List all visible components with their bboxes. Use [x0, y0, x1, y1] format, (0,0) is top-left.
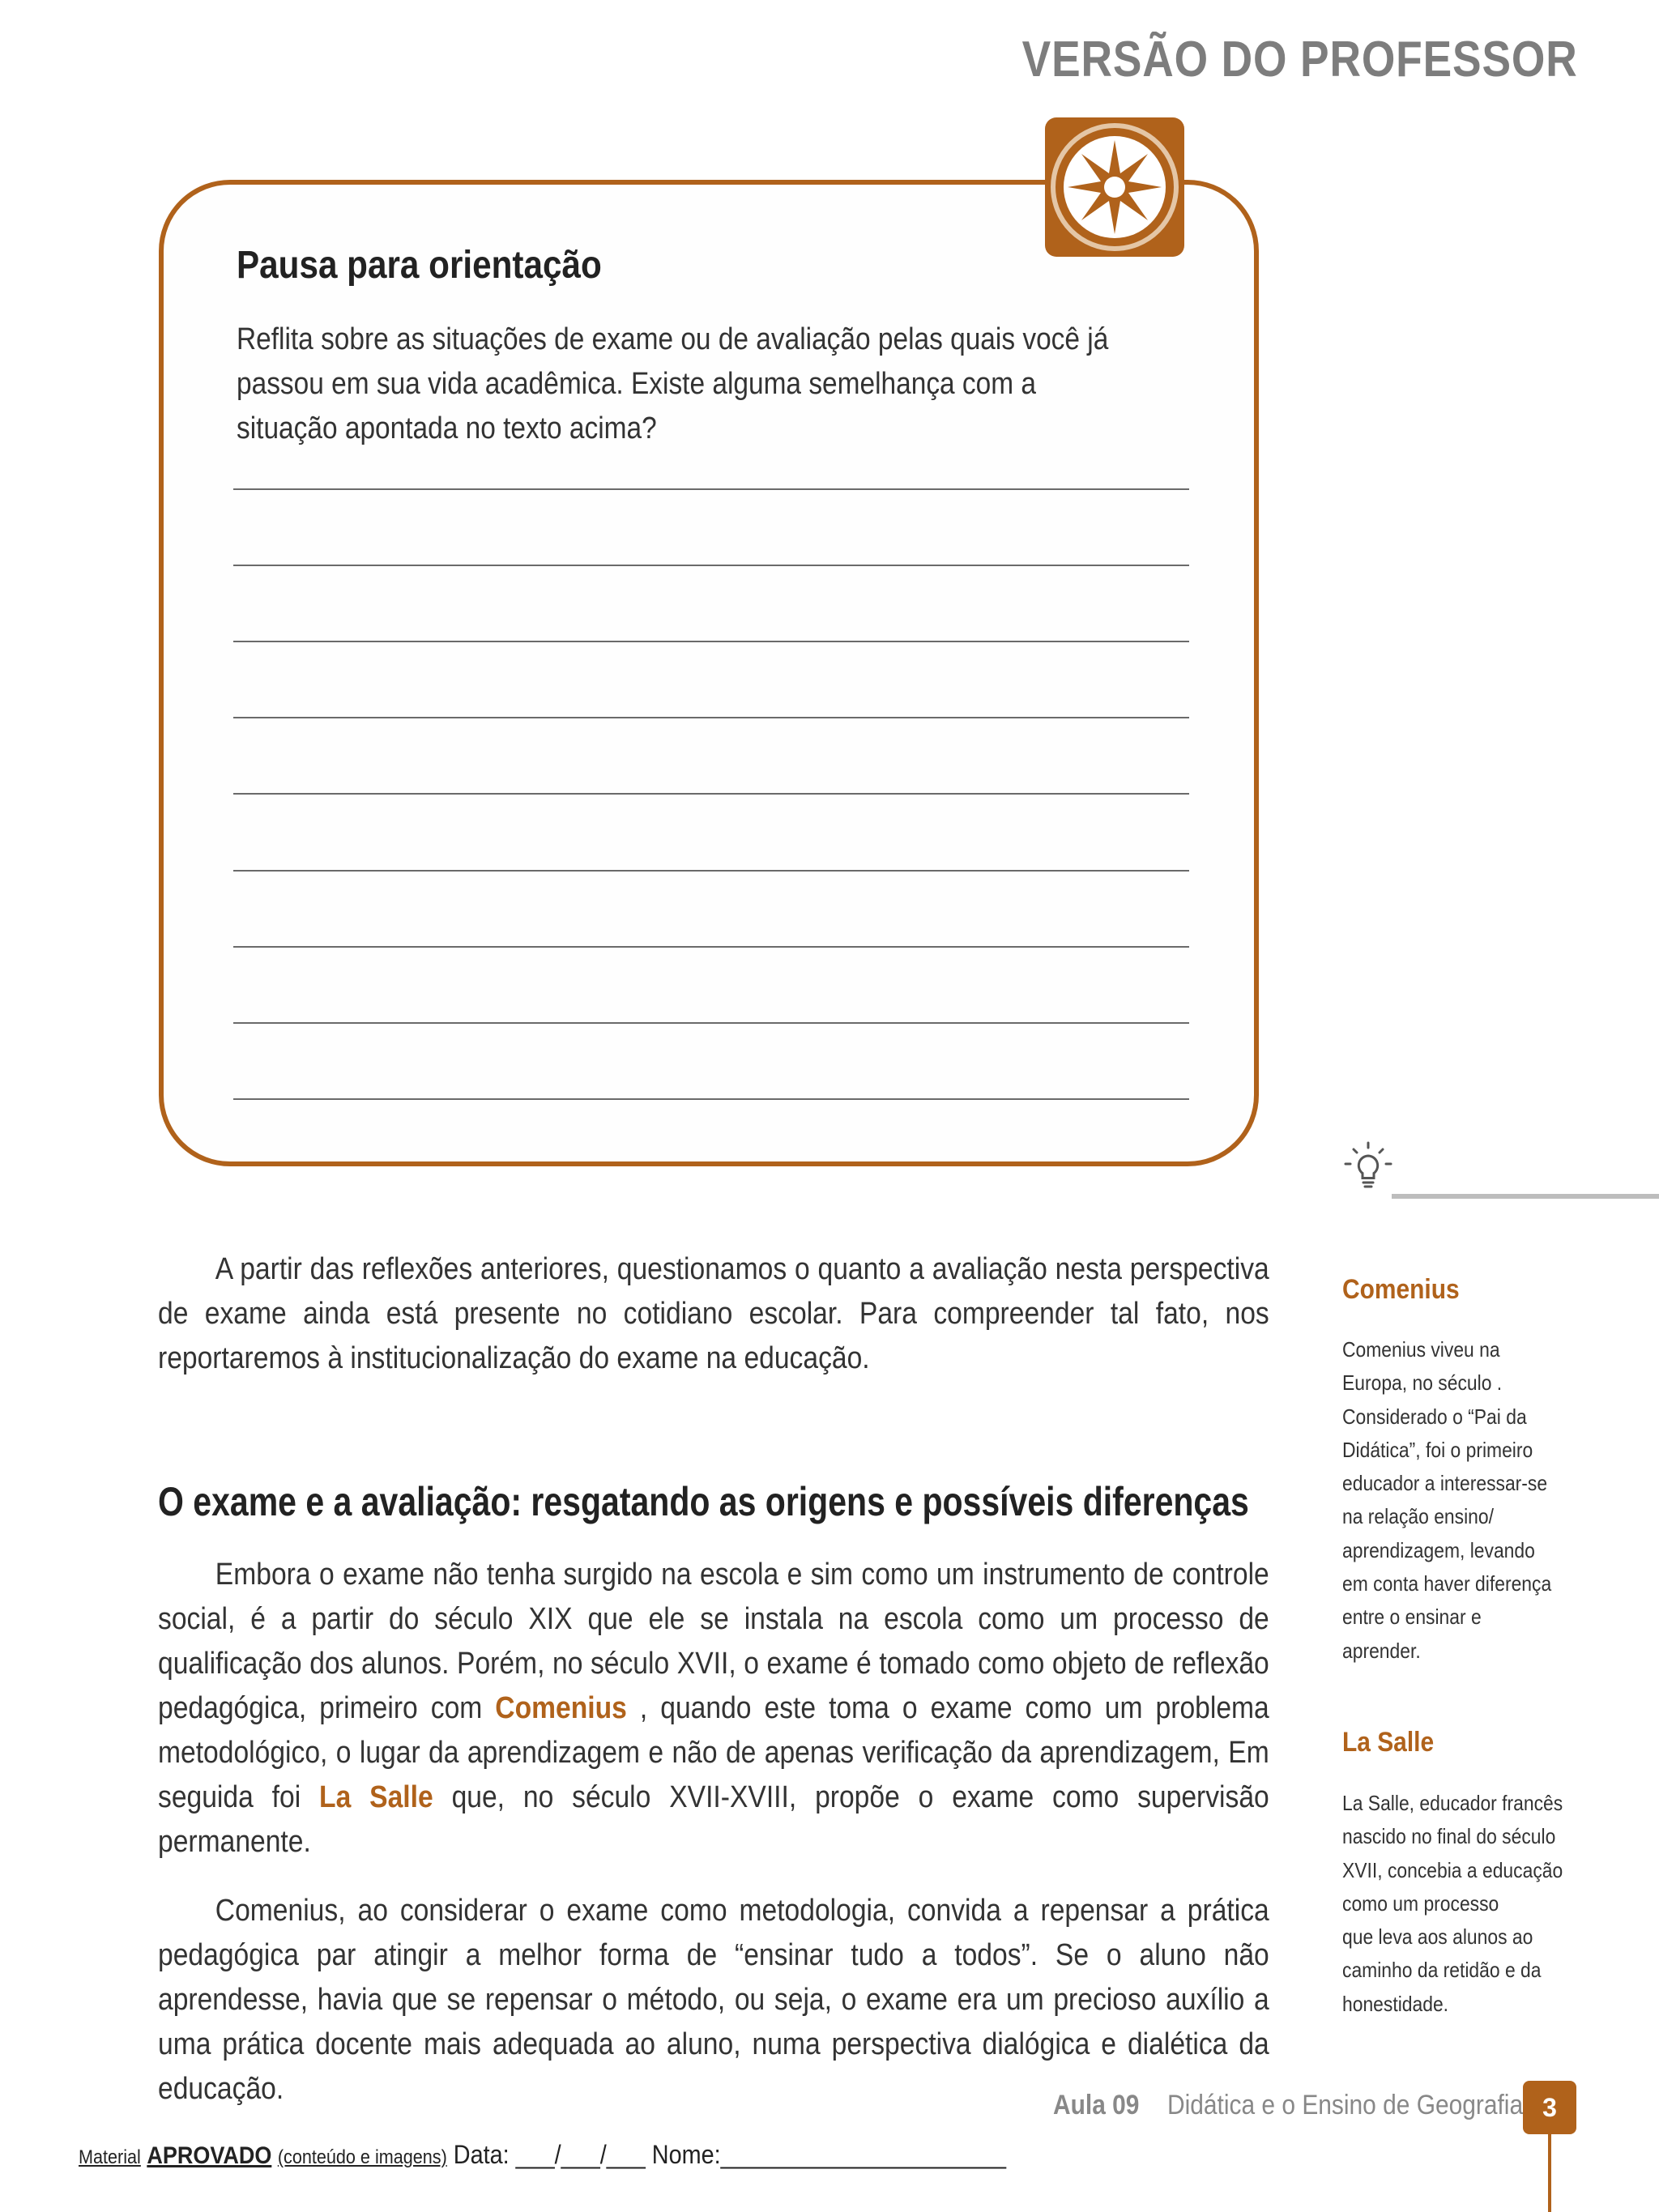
- answer-line[interactable]: [233, 870, 1189, 872]
- version-header: VERSÃO DO PROFESSOR: [1022, 32, 1578, 87]
- box-prompt: Reflita sobre as situações de exame ou de avaliação pelas quais você já passou em sua vida acadêmica. Existe alguma semelhança com a situação apontada no texto acima?: [237, 322, 1109, 445]
- section-title: O exame e a avaliação: resgatando as origens e possíveis diferenças: [158, 1479, 1249, 1524]
- page-marker-line: [1548, 2134, 1551, 2212]
- approval-stamp: Material APROVADO (conteúdo e imagens) Data: ___/___/___ Nome:______________________: [79, 2140, 1006, 2169]
- lightbulb-icon: [1341, 1138, 1396, 1193]
- box-title: Pausa para orientação: [237, 244, 602, 287]
- sidebar-note-title: Comenius: [1342, 1274, 1460, 1305]
- answer-line[interactable]: [233, 1098, 1189, 1100]
- answer-line[interactable]: [233, 717, 1189, 718]
- answer-line[interactable]: [233, 641, 1189, 642]
- paragraph: Embora o exame não tenha surgido na escola e sim como um instrumento de controle social, é a partir do século XIX que ele se instala na escola como um processo de qualificação dos alunos. Porém, no século XVII, o exame é tomado como objeto de reflexão pedagógica, primeiro com Comenius , quando este toma o exame como um problema metodológico, o lugar da aprendizagem e não de apenas verificação da aprendizagem, Em seguida foi La Salle que, no século XVII-XVIII, propõe o exame como supervisão permanente.: [158, 1558, 1269, 1859]
- intro-paragraph: A partir das reflexões anteriores, questionamos o quanto a avaliação nesta perspectiva de exame ainda está presente no cotidiano escolar. Para compreender tal fato, nos reportaremos à institucionalização do exame na educação.: [158, 1252, 1269, 1375]
- footer-course: Didática e o Ensino de Geografia: [1167, 2090, 1524, 2120]
- answer-line[interactable]: [233, 488, 1189, 490]
- term-comenius: Comenius: [495, 1691, 627, 1725]
- paragraph: Comenius, ao considerar o exame como metodologia, convida a repensar a prática pedagógica par atingir a melhor forma de “ensinar tudo a todos”. Se o aluno não aprendesse, havia que se repensar o método, ou seja, o exame era um precioso auxílio a uma prática docente mais adequada ao aluno, numa perspectiva dialógica e dialética da educação.: [158, 1894, 1269, 2106]
- answer-line[interactable]: [233, 1022, 1189, 1024]
- section-body: [158, 1553, 1269, 2112]
- compass-rose-icon: [1045, 117, 1184, 257]
- sidebar-note-text: La Salle, educador francês nascido no final do século XVII, concebia a educação como um processo que leva aos alunos ao caminho da retidão e da honestidade.: [1342, 1791, 1563, 2016]
- footer-lesson: Aula 09: [1053, 2090, 1140, 2120]
- sidebar-note-text: Comenius viveu na Europa, no século . Considerado o “Pai da Didática”, foi o primeiro educador a interessar-se na relação ensino/ aprendizagem, levando em conta haver diferença entre o ensinar e aprender.: [1342, 1337, 1552, 1663]
- answer-line[interactable]: [233, 565, 1189, 566]
- sidebar-divider: [1392, 1194, 1659, 1199]
- answer-line[interactable]: [233, 793, 1189, 795]
- term-la-salle: La Salle: [319, 1780, 433, 1814]
- sidebar-note-title: La Salle: [1342, 1727, 1435, 1758]
- page-number: 3: [1523, 2081, 1576, 2134]
- answer-line[interactable]: [233, 946, 1189, 948]
